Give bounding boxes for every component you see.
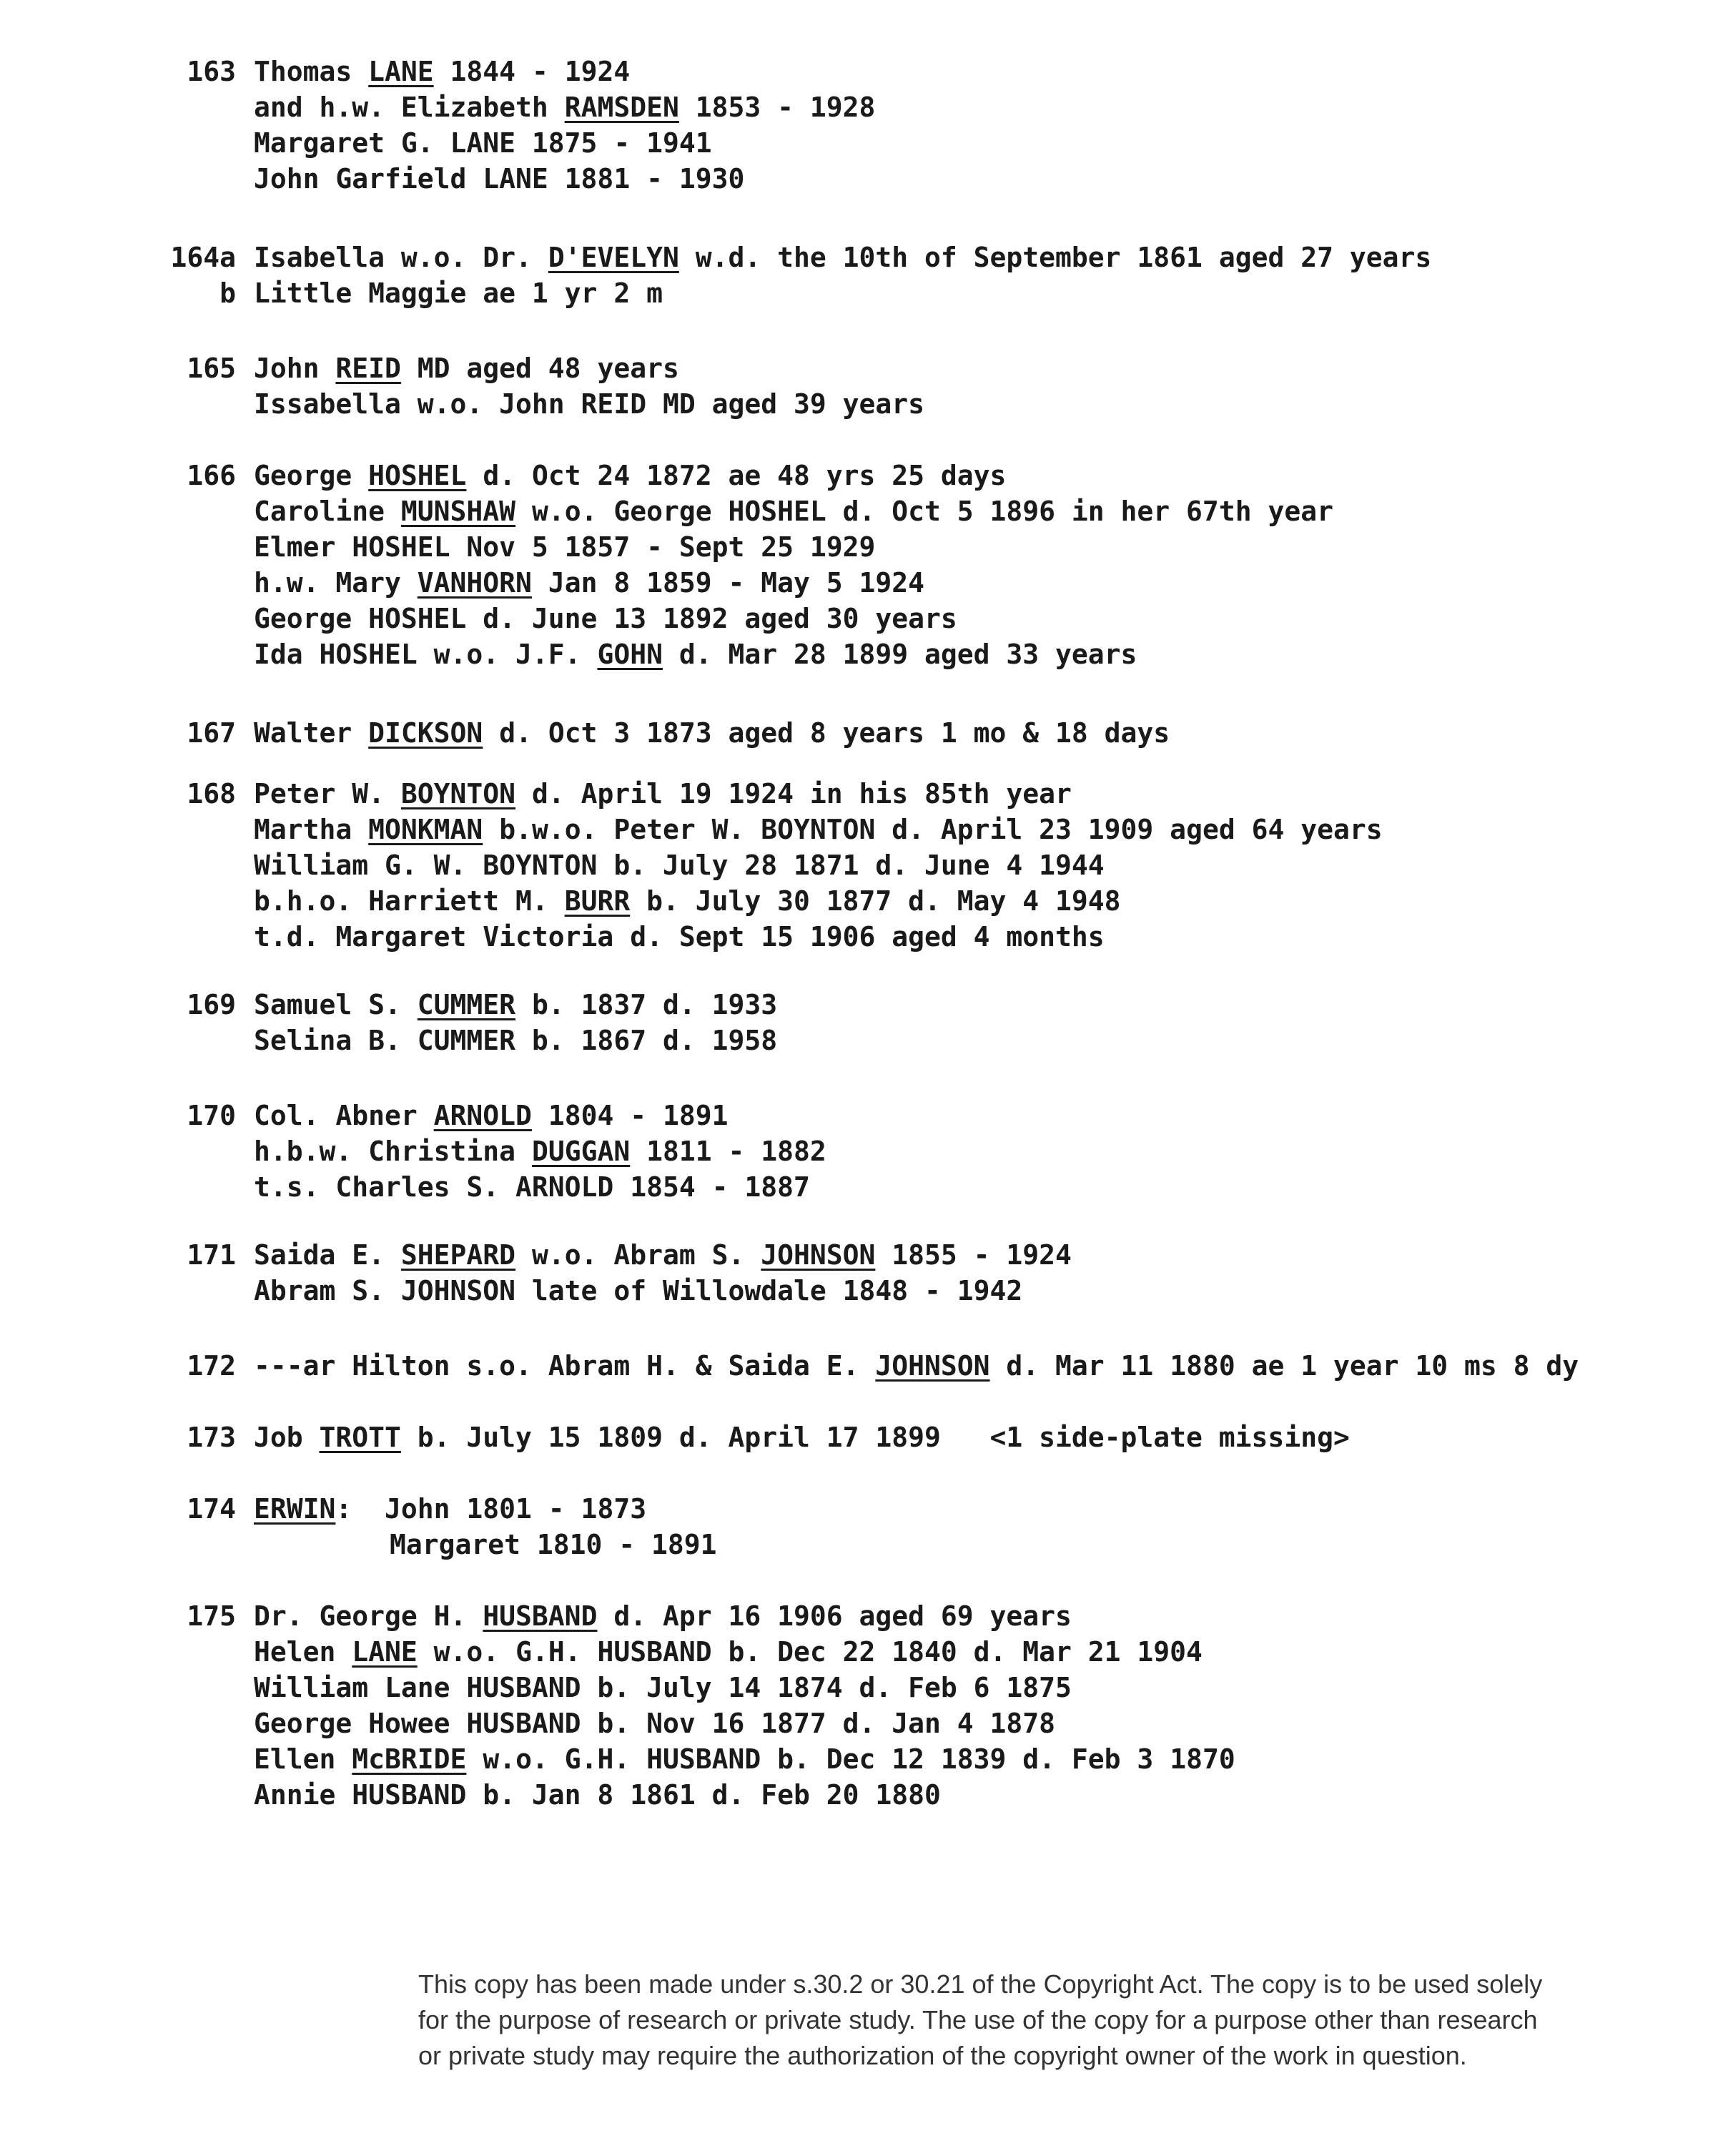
copyright-line-1: This copy has been made under s.30.2 or 30.21 of the Copyright Act. The copy is to be used solely [418, 1969, 1543, 1999]
surname: McBRIDE [352, 1743, 467, 1775]
surname: BURR [564, 885, 631, 917]
entry-lines [254, 240, 1727, 275]
entry-number: 172 [187, 1350, 236, 1382]
entry-line [254, 125, 1727, 161]
copyright-notice [418, 1967, 1705, 2074]
entry-text: d. Mar 28 1899 aged 33 years [662, 639, 1137, 670]
entry-text: Col. Abner [254, 1100, 434, 1131]
surname: CUMMER [417, 989, 516, 1020]
entry-text: George [254, 460, 369, 491]
entry-lines [254, 275, 1727, 311]
surname: ARNOLD [433, 1100, 532, 1131]
entry-text: d. Mar 11 1880 ae 1 year 10 ms 8 dy [989, 1350, 1579, 1382]
entry-line [254, 386, 1727, 422]
entry-text: Jan 8 1859 - May 5 1924 [531, 567, 925, 599]
entry-line [254, 1670, 1727, 1705]
entry-text: Dr. George H. [254, 1600, 483, 1632]
entry-lines [254, 458, 1727, 672]
entry-line [254, 161, 1727, 197]
entry-text: Margaret G. LANE 1875 - 1941 [254, 127, 712, 159]
entry-text: Ida HOSHEL w.o. J.F. [254, 639, 598, 670]
entry-text: d. April 19 1924 in his 85th year [515, 778, 1072, 809]
entry-line [254, 636, 1727, 672]
entry-line [254, 350, 1727, 386]
entry-text: 1811 - 1882 [630, 1136, 826, 1167]
entry-text: Walter [254, 717, 369, 749]
entry-text: Little Maggie ae 1 yr 2 m [254, 277, 663, 309]
entry-line [254, 1348, 1727, 1384]
entry-text: 1855 - 1924 [875, 1239, 1072, 1271]
entry-text: MD aged 48 years [400, 353, 679, 384]
entry-text: d. Oct 24 1872 ae 48 yrs 25 days [466, 460, 1007, 491]
entry-lines [254, 987, 1727, 1058]
entry-line [254, 1169, 1727, 1205]
entry-text: Martha [254, 814, 369, 845]
entry-line [254, 1634, 1727, 1670]
entry-number: 175 [187, 1600, 236, 1632]
surname: SHEPARD [400, 1239, 516, 1271]
entry-text: b. July 30 1877 d. May 4 1948 [630, 885, 1121, 917]
entry-lines [254, 1098, 1727, 1205]
entry-lines [254, 1237, 1727, 1309]
entry-text: Issabella w.o. John REID MD aged 39 years [254, 388, 924, 420]
entry-text: b.h.o. Harriett M. [254, 885, 565, 917]
entry-text: John Garfield LANE 1881 - 1930 [254, 163, 745, 195]
entry-text: 1844 - 1924 [433, 56, 631, 87]
copyright-line-3: or private study may require the authorization of the copyright owner of the work in question. [418, 2041, 1467, 2070]
entry-text: Ellen [254, 1743, 352, 1775]
entry-text: h.b.w. Christina [254, 1136, 532, 1167]
entry-text: John [254, 353, 336, 384]
entry-text: b.w.o. Peter W. BOYNTON d. April 23 1909 aged 64 years [483, 814, 1383, 845]
entry-text: Abram S. JOHNSON late of Willowdale 1848 - 1942 [254, 1275, 1023, 1306]
entry-text: ---ar Hilton s.o. Abram H. & Saida E. [254, 1350, 876, 1382]
entry-line [254, 919, 1727, 955]
entry-number: 171 [187, 1239, 236, 1271]
entry-line [254, 601, 1727, 636]
entry-line [254, 812, 1727, 847]
entry-line [254, 1705, 1727, 1741]
entry-line [254, 565, 1727, 601]
entry-line [254, 1098, 1727, 1133]
entry-text: t.d. Margaret Victoria d. Sept 15 1906 aged 4 months [254, 921, 1105, 953]
entry-text: d. Oct 3 1873 aged 8 years 1 mo & 18 days [483, 717, 1170, 749]
entry-text: Elmer HOSHEL Nov 5 1857 - Sept 25 1929 [254, 531, 876, 563]
entry-text: Saida E. [254, 1239, 401, 1271]
surname: HOSHEL [368, 460, 467, 491]
entry-number: 174 [187, 1493, 236, 1525]
entry-text: w.o. G.H. HUSBAND b. Dec 12 1839 d. Feb 3 1870 [466, 1743, 1235, 1775]
entry-line [254, 776, 1727, 812]
entry-lines [254, 715, 1727, 751]
entry-text: Thomas [254, 56, 369, 87]
entry-lines [254, 1598, 1727, 1813]
entry-number: 170 [187, 1100, 236, 1131]
entry-line [254, 847, 1727, 883]
entry-text: 1804 - 1891 [531, 1100, 729, 1131]
entry-line [254, 1598, 1727, 1634]
entry-number: 165 [187, 353, 236, 384]
entry-text: Peter W. [254, 778, 401, 809]
entry-line [254, 1237, 1727, 1273]
entry-lines [254, 1491, 1727, 1562]
surname: TROTT [319, 1422, 401, 1453]
entry-line [254, 883, 1727, 919]
surname: GOHN [597, 639, 663, 670]
entry-number: 164a [170, 242, 236, 273]
entry-line [254, 715, 1727, 751]
entry-number: 173 [187, 1422, 236, 1453]
entry-text: George HOSHEL d. June 13 1892 aged 30 years [254, 603, 957, 634]
entry-text: b. 1837 d. 1933 [515, 989, 778, 1020]
entry-line [254, 89, 1727, 125]
entry-text: George Howee HUSBAND b. Nov 16 1877 d. Jan 4 1878 [254, 1708, 1056, 1739]
entry-text: w.o. George HOSHEL d. Oct 5 1896 in her 67th year [515, 496, 1333, 527]
entry-text: William G. W. BOYNTON b. July 28 1871 d. June 4 1944 [254, 850, 1105, 881]
entry-number: 163 [187, 56, 236, 87]
entry-text: 1853 - 1928 [678, 92, 876, 123]
surname: LANE [352, 1636, 418, 1668]
entry-text: d. Apr 16 1906 aged 69 years [597, 1600, 1072, 1632]
surname: HUSBAND [483, 1600, 598, 1632]
entry-line [254, 1273, 1727, 1309]
entry-text: b. July 15 1809 d. April 17 1899 <1 side-plate missing> [400, 1422, 1350, 1453]
entry-text: : John 1801 - 1873 [335, 1493, 647, 1525]
entry-text: Isabella w.o. Dr. [254, 242, 548, 273]
entry-line [254, 240, 1727, 275]
entry-line [254, 493, 1727, 529]
entry-line [254, 1023, 1727, 1058]
entry-line [254, 1133, 1727, 1169]
entry-number: 168 [187, 778, 236, 809]
entry-text: w.o. G.H. HUSBAND b. Dec 22 1840 d. Mar 21 1904 [417, 1636, 1203, 1668]
entry-number: 166 [187, 460, 236, 491]
entry-line [254, 275, 1727, 311]
entry-number: 167 [187, 717, 236, 749]
entry-text: Margaret 1810 - 1891 [390, 1529, 717, 1560]
entry-line [254, 54, 1727, 89]
entry-line [254, 1741, 1727, 1777]
entry-lines [254, 1348, 1727, 1384]
entry-line [254, 1777, 1727, 1813]
surname: DUGGAN [531, 1136, 631, 1167]
entry-line [254, 1491, 1727, 1527]
entry-lines [254, 350, 1727, 422]
surname: MONKMAN [368, 814, 483, 845]
copyright-line-2: for the purpose of research or private study. The use of the copy for a purpose other than research [418, 2005, 1538, 2034]
surname: BOYNTON [400, 778, 516, 809]
surname: D'EVELYN [548, 242, 679, 273]
surname: DICKSON [368, 717, 483, 749]
entry-text: Helen [254, 1636, 352, 1668]
entry-lines [254, 54, 1727, 197]
surname: VANHORN [417, 567, 532, 599]
entry-line [254, 987, 1727, 1023]
entry-line [254, 1527, 1727, 1562]
entry-text: w.o. Abram S. [515, 1239, 761, 1271]
entry-line [254, 458, 1727, 493]
surname: MUNSHAW [400, 496, 516, 527]
entry-text: Selina B. CUMMER b. 1867 d. 1958 [254, 1025, 778, 1056]
surname: ERWIN [254, 1493, 336, 1525]
surname: JOHNSON [761, 1239, 876, 1271]
entry-lines [254, 776, 1727, 955]
entry-text: Caroline [254, 496, 401, 527]
entry-line [254, 529, 1727, 565]
entry-number: b [219, 277, 236, 309]
entry-lines [254, 1419, 1727, 1455]
entry-line [254, 1419, 1727, 1455]
entry-number: 169 [187, 989, 236, 1020]
surname: REID [335, 353, 401, 384]
entry-text: Job [254, 1422, 320, 1453]
entry-text: William Lane HUSBAND b. July 14 1874 d. Feb 6 1875 [254, 1672, 1072, 1703]
surname: RAMSDEN [564, 92, 679, 123]
surname: LANE [368, 56, 434, 87]
entry-text: t.s. Charles S. ARNOLD 1854 - 1887 [254, 1171, 810, 1203]
entry-text: and h.w. Elizabeth [254, 92, 565, 123]
surname: JOHNSON [875, 1350, 990, 1382]
entry-text: Samuel S. [254, 989, 418, 1020]
entry-text: w.d. the 10th of September 1861 aged 27 years [678, 242, 1432, 273]
entry-text: h.w. Mary [254, 567, 418, 599]
entry-text: Annie HUSBAND b. Jan 8 1861 d. Feb 20 1880 [254, 1779, 941, 1811]
